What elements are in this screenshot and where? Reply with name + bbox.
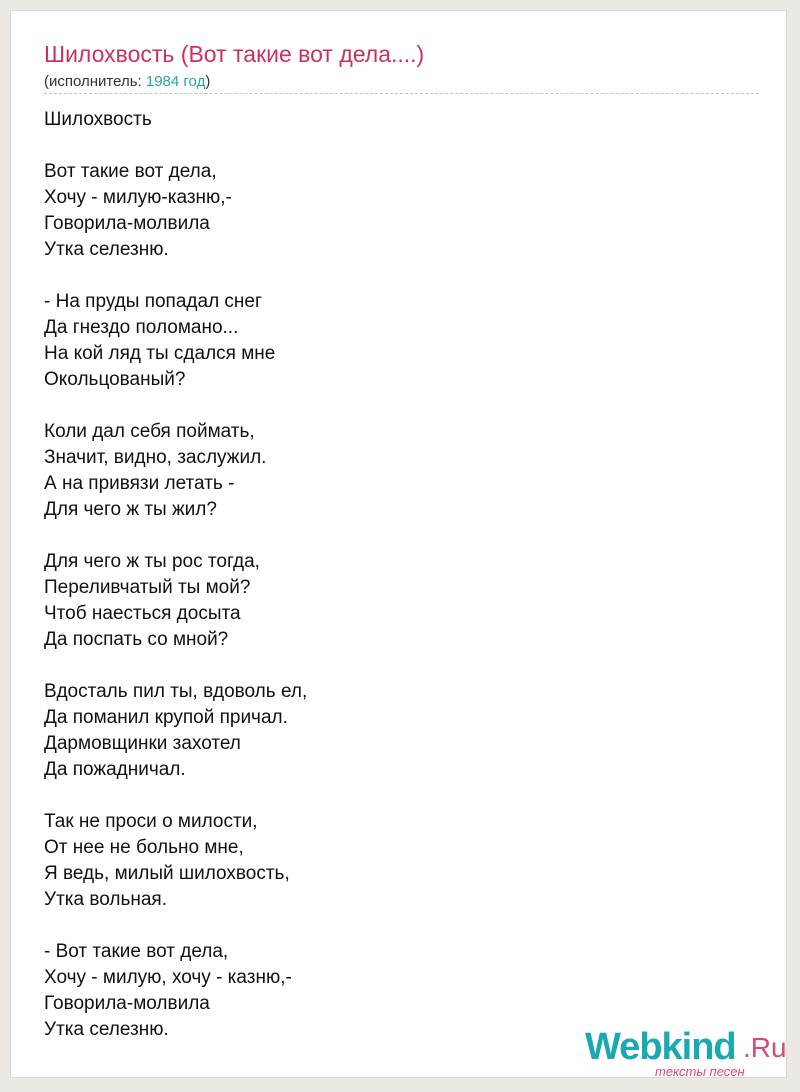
lyrics-stanza <box>44 679 307 783</box>
lyrics-line: Для чего ж ты рос тогда, <box>44 551 260 572</box>
lyrics-stanza <box>44 289 307 393</box>
lyrics-line: А на привязи летать - <box>44 473 235 494</box>
meta-close: ) <box>205 73 211 90</box>
lyrics-stanza <box>44 939 307 1043</box>
lyrics-line: Значит, видно, заслужил. <box>44 447 267 468</box>
lyrics-line: Я ведь, милый шилохвость, <box>44 863 290 884</box>
lyrics-stanza <box>44 107 307 133</box>
logo-tld: .Ru <box>743 1032 787 1063</box>
lyrics-line: Хочу - милую-казню,- <box>44 187 232 208</box>
site-logo[interactable] <box>585 1026 785 1086</box>
lyrics-stanza <box>44 549 307 653</box>
song-meta <box>44 73 210 90</box>
lyrics-line: Вдосталь пил ты, вдоволь ел, <box>44 681 308 702</box>
meta-open: (исполнитель: <box>44 73 146 90</box>
lyrics-line: Дармовщинки захотел <box>44 733 241 754</box>
lyrics-line: Вот такие вот дела, <box>44 161 217 182</box>
lyrics-line: Да пожадничал. <box>44 759 186 780</box>
lyrics-line: Да поманил крупой причал. <box>44 707 288 728</box>
lyrics-line: Чтоб наесться досыта <box>44 603 241 624</box>
lyrics-line: Так не проси о милости, <box>44 811 258 832</box>
lyrics-line: Окольцованый? <box>44 369 186 390</box>
page-sheet <box>10 10 787 1078</box>
lyrics-line: На кой ляд ты сдался мне <box>44 343 276 364</box>
lyrics-line: - Вот такие вот дела, <box>44 941 229 962</box>
logo-tagline: тексты песен <box>655 1064 745 1079</box>
lyrics-line: От нее не больно мне, <box>44 837 244 858</box>
year-link[interactable]: 1984 год <box>145 73 206 90</box>
lyrics-line: Говорила-молвила <box>44 993 210 1014</box>
lyrics-line: Да гнездо поломано... <box>44 317 239 338</box>
lyrics-stanza <box>44 419 307 523</box>
lyrics-stanza <box>44 159 307 263</box>
lyrics-line: Утка селезню. <box>44 239 169 260</box>
lyrics-line: Переливчатый ты мой? <box>44 577 251 598</box>
song-title: Шилохвость (Вот такие вот дела....) <box>44 41 425 67</box>
lyrics-line: Для чего ж ты жил? <box>44 499 217 520</box>
lyrics-line: Хочу - милую, хочу - казню,- <box>44 967 292 988</box>
lyrics-line: Утка селезню. <box>44 1019 169 1040</box>
lyrics-line: Говорила-молвила <box>44 213 210 234</box>
lyrics-text <box>44 107 307 1069</box>
logo-name: Webkind <box>585 1026 736 1068</box>
lyrics-line: Утка вольная. <box>44 889 167 910</box>
lyrics-stanza <box>44 809 307 913</box>
lyrics-line: - На пруды попадал снег <box>44 291 262 312</box>
lyrics-line: Да поспать со мной? <box>44 629 229 650</box>
title-divider <box>44 93 759 94</box>
lyrics-line: Коли дал себя поймать, <box>44 421 255 442</box>
lyrics-line: Шилохвость <box>44 109 152 130</box>
